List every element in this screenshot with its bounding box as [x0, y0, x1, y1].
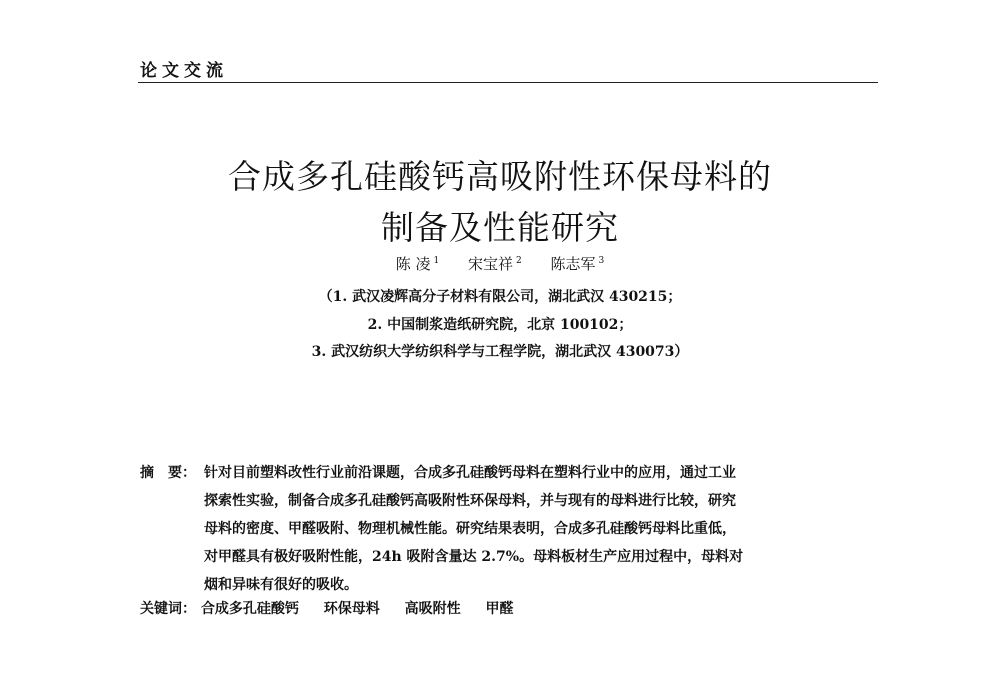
keywords: [140, 598, 534, 618]
abstract-line: 探索性实验，制备合成多孔硅酸钙高吸附性环保母料，并与现有的母料进行比较，研究: [204, 493, 736, 509]
author-list: [0, 253, 1000, 274]
keyword: 环保母料: [323, 601, 380, 617]
abstract-line: 母料的密度、甲醛吸附、物理机械性能。研究结果表明，合成多孔硅酸钙母料比重低，: [204, 521, 736, 537]
affiliation-3: 3. 武汉纺织大学纺织科学与工程学院，湖北武汉 430073）: [311, 344, 689, 360]
keyword: 高吸附性: [404, 601, 461, 617]
affiliation-2: 2. 中国制浆造纸研究院，北京 100102；: [367, 317, 633, 333]
paper-title-line-2: 制备及性能研究: [381, 208, 619, 247]
author-affiliation-mark: 3: [598, 256, 605, 266]
author-name: 宋宝祥: [468, 255, 514, 273]
author-1: [396, 255, 440, 273]
author-affiliation-mark: 2: [516, 256, 522, 266]
keyword: 甲醛: [485, 601, 514, 617]
affiliation-1: （1. 武汉凌辉高分子材料有限公司，湖北武汉 430215；: [318, 289, 682, 305]
paper-title-line-1: 合成多孔硅酸钙高吸附性环保母料的: [228, 157, 772, 196]
author-name: 陈志军: [550, 255, 596, 273]
author-2: [468, 255, 522, 273]
abstract-line: 对甲醛具有极好吸附性能，24h 吸附含量达 2.7%。母料板材生产应用过程中，母料对: [204, 549, 744, 565]
abstract-label: 摘 要：: [140, 465, 196, 481]
abstract-line: 针对目前塑料改性行业前沿课题，合成多孔硅酸钙母料在塑料行业中的应用，通过工业: [204, 465, 736, 481]
author-name: 陈 凌: [395, 255, 431, 273]
author-3: [551, 255, 605, 273]
section-label: 论文交流: [140, 61, 228, 81]
header-rule: [138, 82, 878, 83]
abstract-line: 烟和异味有很好的吸收。: [204, 577, 358, 593]
keyword: 合成多孔硅酸钙: [200, 601, 299, 617]
author-affiliation-mark: 1: [433, 256, 440, 266]
keywords-label: 关键词：: [140, 601, 196, 617]
